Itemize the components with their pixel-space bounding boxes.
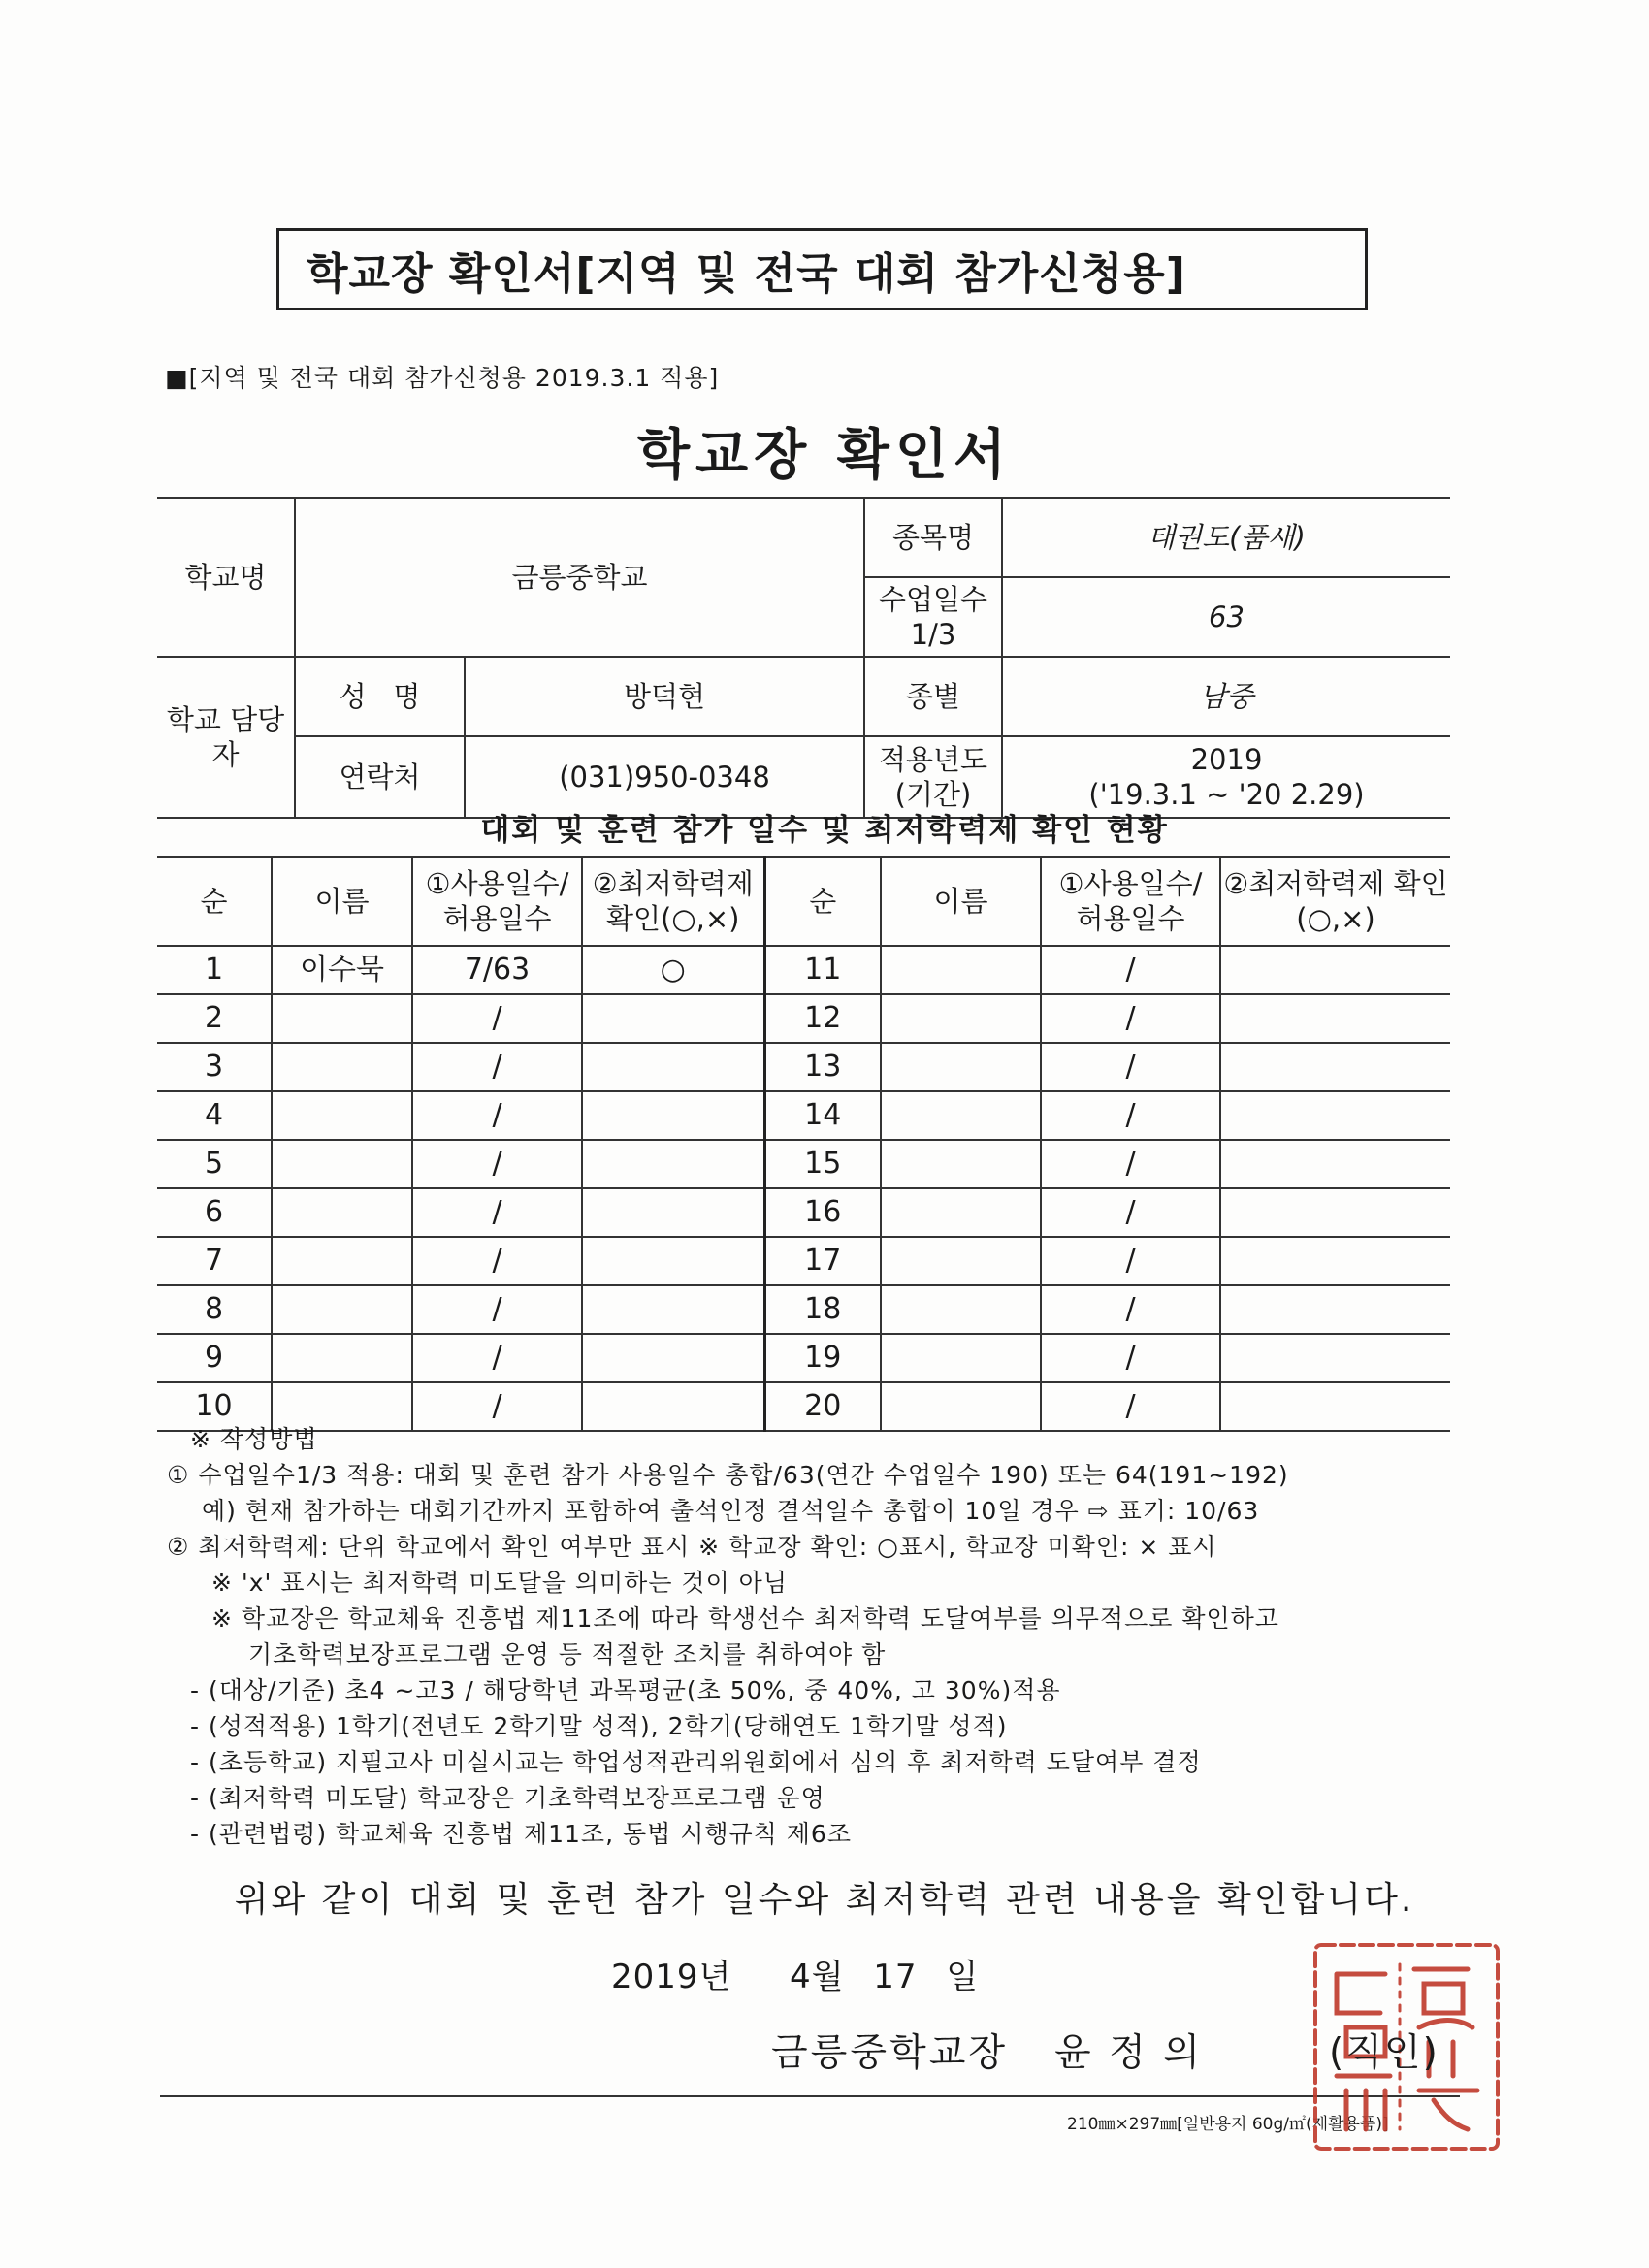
application-notice: ■[지역 및 전국 대회 참가신청용 2019.3.1 적용]	[165, 364, 720, 392]
row-name	[881, 994, 1041, 1043]
row-name	[272, 1334, 412, 1382]
instructions-block	[167, 1421, 1467, 1852]
header-check: ②최저학력제 확인(○,×)	[582, 857, 764, 946]
row-name	[881, 1334, 1041, 1382]
row-days: 7/63	[412, 946, 582, 994]
table-row	[157, 1140, 1450, 1188]
signer-name: 윤 정 의	[1054, 2031, 1203, 2075]
row-no: 14	[764, 1091, 881, 1140]
row-check	[582, 1091, 764, 1140]
row-name	[272, 1140, 412, 1188]
row-check	[1220, 1140, 1450, 1188]
row-days: /	[412, 1043, 582, 1091]
header-no: 순	[764, 857, 881, 946]
row-name	[881, 1285, 1041, 1334]
row-name: 이수묵	[272, 946, 412, 994]
row-no: 9	[157, 1334, 272, 1382]
school-info-table	[157, 497, 1450, 819]
signer-line	[771, 2023, 1203, 2077]
detail-item: - (관련법령) 학교체육 진흥법 제11조, 동법 시행규칙 제6조	[190, 1820, 852, 1848]
row-days: /	[1041, 1043, 1220, 1091]
row-days: /	[1041, 994, 1220, 1043]
row-days: /	[1041, 1334, 1220, 1382]
detail-item: - (성적적용) 1학기(전년도 2학기말 성적), 2학기(당해연도 1학기말 성적)	[190, 1712, 1008, 1740]
row-days: /	[412, 1237, 582, 1285]
division-label: 종별	[864, 657, 1002, 736]
row-days: /	[1041, 1382, 1220, 1431]
row-check: ○	[582, 946, 764, 994]
footer-divider	[160, 2095, 1460, 2097]
row-no: 12	[764, 994, 881, 1043]
detail-item: - (대상/기준) 초4 ~고3 / 해당학년 과목평균(초 50%, 중 40%, 고 30%)적용	[190, 1676, 1061, 1704]
participation-table	[157, 856, 1450, 1432]
row-no: 15	[764, 1140, 881, 1188]
row-no: 13	[764, 1043, 881, 1091]
row-name	[272, 1091, 412, 1140]
row-check	[582, 1140, 764, 1188]
school-name-value: 금릉중학교	[295, 498, 864, 657]
row-no: 6	[157, 1188, 272, 1237]
row-no: 1	[157, 946, 272, 994]
row-days: /	[412, 994, 582, 1043]
issue-date: 2019년 4월 17 일	[611, 1958, 980, 1996]
row-days: /	[412, 1091, 582, 1140]
row-check	[1220, 1091, 1450, 1140]
table-row	[157, 1043, 1450, 1091]
row-no: 17	[764, 1237, 881, 1285]
table-row	[157, 1091, 1450, 1140]
contact-label: 연락처	[295, 736, 465, 818]
instruction-2-note-b: ※ 학교장은 학교체육 진흥법 제11조에 따라 학생선수 최저학력 도달여부를 의무적으로 확인하고	[211, 1604, 1279, 1633]
main-title: 학교장 확인서	[636, 424, 1013, 487]
row-no: 20	[764, 1382, 881, 1431]
row-name	[881, 1237, 1041, 1285]
row-days: /	[1041, 946, 1220, 994]
row-no: 18	[764, 1285, 881, 1334]
row-days: /	[412, 1334, 582, 1382]
header-name: 이름	[272, 857, 412, 946]
header-no: 순	[157, 857, 272, 946]
classdays-value: 63	[1002, 577, 1450, 657]
row-check	[582, 1188, 764, 1237]
instruction-1-example: 예) 현재 참가하는 대회기간까지 포함하여 출석인정 결석일수 총합이 10일 경우 ⇨ 표기: 10/63	[202, 1497, 1260, 1525]
table-row	[157, 1285, 1450, 1334]
row-name	[272, 1237, 412, 1285]
row-days: /	[1041, 1285, 1220, 1334]
row-no: 7	[157, 1237, 272, 1285]
staff-name-value: 방덕현	[465, 657, 864, 736]
row-check	[582, 1237, 764, 1285]
year-label: 적용년도 (기간)	[864, 736, 1002, 818]
row-days: /	[412, 1382, 582, 1431]
instruction-2-note-a: ※ 'x' 표시는 최저학력 미도달을 의미하는 것이 아님	[211, 1569, 788, 1597]
row-check	[1220, 1334, 1450, 1382]
row-name	[881, 1188, 1041, 1237]
row-check	[1220, 1188, 1450, 1237]
row-name	[881, 1091, 1041, 1140]
division-value: 남중	[1002, 657, 1450, 736]
instruction-1: ① 수업일수1/3 적용: 대회 및 훈련 참가 사용일수 총합/63(연간 수업일수 190) 또는 64(191~192)	[167, 1461, 1289, 1489]
header-days: ①사용일수/ 허용일수	[1041, 857, 1220, 946]
row-name	[881, 946, 1041, 994]
confirmation-statement: 위와 같이 대회 및 훈련 참가 일수와 최저학력 관련 내용을 확인합니다.	[234, 1880, 1415, 1920]
row-days: /	[1041, 1188, 1220, 1237]
event-label: 종목명	[864, 498, 1002, 577]
table-header-row	[157, 857, 1450, 946]
detail-item: - (초등학교) 지필고사 미실시교는 학업성적관리위원회에서 심의 후 최저학력 도달여부 결정	[190, 1748, 1202, 1776]
row-days: /	[1041, 1140, 1220, 1188]
staff-name-label: 성 명	[295, 657, 465, 736]
row-no: 2	[157, 994, 272, 1043]
period-value: ('19.3.1 ~ '20 2.29)	[1088, 778, 1365, 811]
header-days: ①사용일수/ 허용일수	[412, 857, 582, 946]
row-check	[1220, 1237, 1450, 1285]
row-days: /	[1041, 1091, 1220, 1140]
signer-school: 금릉중학교장	[771, 2031, 1009, 2075]
row-no: 10	[157, 1382, 272, 1431]
instruction-2-note-c: 기초학력보장프로그램 운영 등 적절한 조치를 취하여야 함	[248, 1640, 887, 1669]
row-no: 11	[764, 946, 881, 994]
instruction-2: ② 최저학력제: 단위 학교에서 확인 여부만 표시 ※ 학교장 확인: ○표시, 학교장 미확인: × 표시	[167, 1533, 1217, 1561]
row-name	[272, 1043, 412, 1091]
table-row	[157, 1188, 1450, 1237]
row-check	[582, 1043, 764, 1091]
row-no: 4	[157, 1091, 272, 1140]
event-value: 태권도(품새)	[1002, 498, 1450, 577]
staff-label: 학교 담당자	[157, 657, 295, 818]
row-check	[1220, 946, 1450, 994]
row-no: 19	[764, 1334, 881, 1382]
row-check	[1220, 994, 1450, 1043]
classdays-label: 수업일수 1/3	[864, 577, 1002, 657]
detail-item: - (최저학력 미도달) 학교장은 기초학력보장프로그램 운영	[190, 1784, 825, 1812]
row-no: 8	[157, 1285, 272, 1334]
row-no: 3	[157, 1043, 272, 1091]
row-check	[1220, 1285, 1450, 1334]
header-check: ②최저학력제 확인(○,×)	[1220, 857, 1450, 946]
table-row	[157, 994, 1450, 1043]
year-value: 2019	[1190, 742, 1263, 776]
seal-label: (직인)	[1329, 2031, 1439, 2075]
row-days: /	[412, 1188, 582, 1237]
row-no: 16	[764, 1188, 881, 1237]
school-name-label: 학교명	[157, 498, 295, 657]
document-title-box: 학교장 확인서[지역 및 전국 대회 참가신청용]	[276, 228, 1368, 310]
paper-spec-footer: 210㎜×297㎜[일반용지 60g/㎡(재활용품)]	[1067, 2115, 1389, 2134]
row-days: /	[412, 1140, 582, 1188]
contact-value: (031)950-0348	[465, 736, 864, 818]
header-name: 이름	[881, 857, 1041, 946]
row-name	[881, 1043, 1041, 1091]
row-check	[1220, 1043, 1450, 1091]
row-check	[582, 994, 764, 1043]
instructions-heading: ※ 작성방법	[190, 1425, 318, 1453]
table-row	[157, 1237, 1450, 1285]
section-heading: 대회 및 훈련 참가 일수 및 최저학력제 확인 현황	[480, 813, 1169, 848]
row-name	[881, 1140, 1041, 1188]
table-row	[157, 946, 1450, 994]
row-no: 5	[157, 1140, 272, 1188]
row-name	[272, 1188, 412, 1237]
table-row	[157, 1334, 1450, 1382]
row-check	[582, 1285, 764, 1334]
row-days: /	[1041, 1237, 1220, 1285]
row-check	[582, 1334, 764, 1382]
row-name	[272, 994, 412, 1043]
row-days: /	[412, 1285, 582, 1334]
row-name	[272, 1285, 412, 1334]
